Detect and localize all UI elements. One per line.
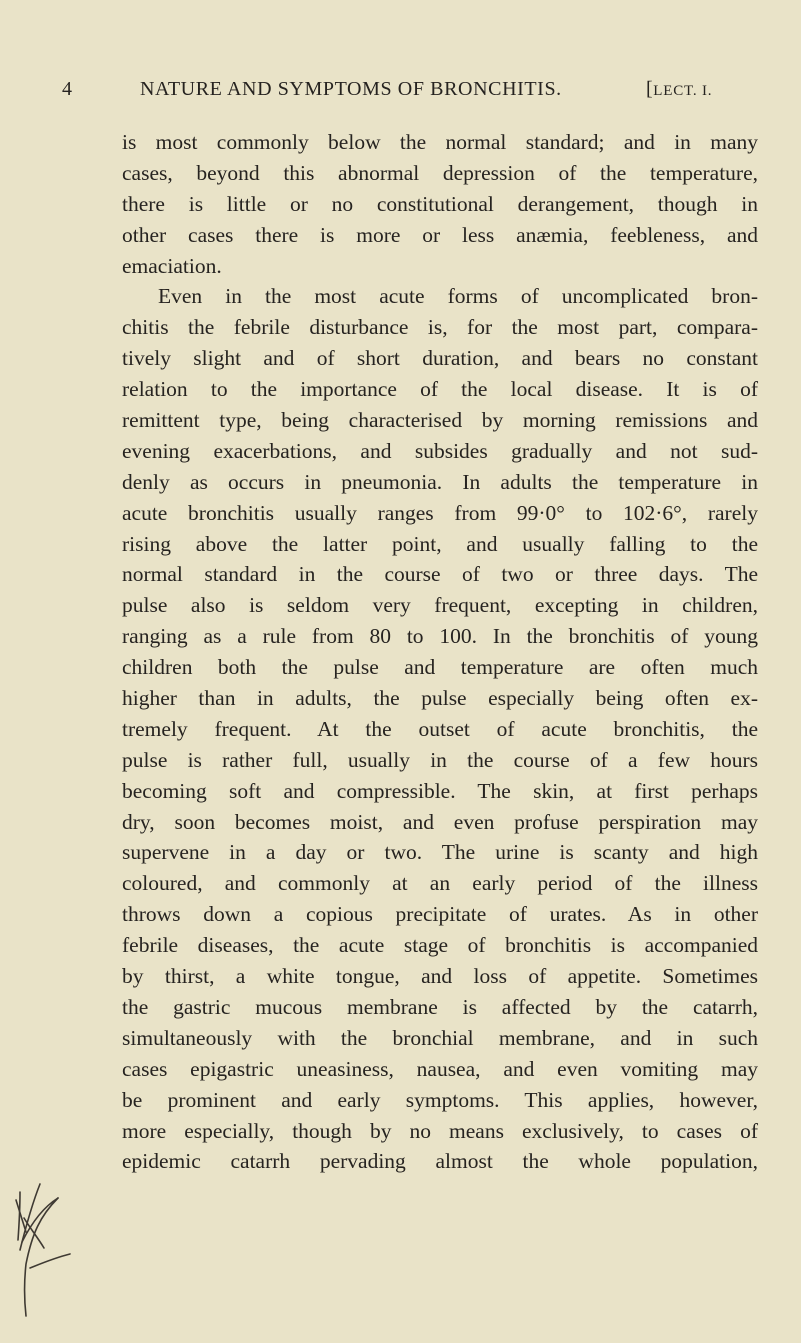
text-line: normal standard in the course of two or three days. The bbox=[122, 562, 758, 587]
running-header bbox=[0, 78, 801, 108]
text-line: by thirst, a white tongue, and loss of appetite. Sometimes bbox=[122, 964, 758, 989]
text-line: denly as occurs in pneumonia. In adults the temperature in bbox=[122, 469, 758, 494]
text-line: supervene in a day or two. The urine is scanty and high bbox=[122, 840, 758, 865]
text-line: simultaneously with the bronchial membrane, and in such bbox=[122, 1025, 758, 1050]
text-line: other cases there is more or less anæmia, feebleness, and bbox=[122, 222, 758, 247]
lecture-label: LECT. I. bbox=[653, 83, 713, 99]
text-line: pulse also is seldom very frequent, excepting in children, bbox=[122, 593, 758, 618]
text-line: there is little or no constitutional derangement, though in bbox=[122, 191, 758, 216]
text-line: dry, soon becomes moist, and even profuse perspiration may bbox=[122, 809, 758, 834]
text-line: emaciation. bbox=[122, 253, 222, 278]
text-line: Even in the most acute forms of uncomplicated bron- bbox=[158, 284, 758, 309]
text-line: ranging as a rule from 80 to 100. In the bronchitis of young bbox=[122, 624, 758, 649]
text-line: the gastric mucous membrane is affected by the catarrh, bbox=[122, 994, 758, 1019]
text-line: be prominent and early symptoms. This applies, however, bbox=[122, 1087, 758, 1112]
text-line: is most commonly below the normal standard; and in many bbox=[122, 130, 758, 154]
text-line: febrile diseases, the acute stage of bronchitis is accompanied bbox=[122, 933, 758, 958]
text-line: children both the pulse and temperature are often much bbox=[122, 655, 758, 680]
text-line: remittent type, being characterised by morning remissions and bbox=[122, 408, 758, 433]
text-line: coloured, and commonly at an early period of the illness bbox=[122, 871, 758, 896]
text-line: pulse is rather full, usually in the course of a few hours bbox=[122, 747, 758, 772]
body-text bbox=[122, 127, 758, 1177]
lecture-bracket: [ bbox=[646, 78, 654, 100]
page-number: 4 bbox=[62, 78, 73, 100]
text-line: evening exacerbations, and subsides gradually and not sud- bbox=[122, 438, 758, 463]
text-line: acute bronchitis usually ranges from 99·0° to 102·6°, rarely bbox=[122, 500, 758, 525]
text-line: more especially, though by no means exclusively, to cases of bbox=[122, 1118, 758, 1143]
text-line: cases epigastric uneasiness, nausea, and even vomiting may bbox=[122, 1056, 758, 1081]
text-line: chitis the febrile disturbance is, for the most part, compara- bbox=[122, 315, 758, 340]
text-line: epidemic catarrh pervading almost the whole population, bbox=[122, 1149, 758, 1174]
running-title: NATURE AND SYMPTOMS OF BRONCHITIS. bbox=[140, 78, 562, 100]
text-line: higher than in adults, the pulse especially being often ex- bbox=[122, 686, 758, 711]
text-line: tively slight and of short duration, and bears no constant bbox=[122, 346, 758, 371]
lecture-reference bbox=[646, 78, 712, 101]
text-line: becoming soft and compressible. The skin, at first perhaps bbox=[122, 778, 758, 803]
text-line: throws down a copious precipitate of urates. As in other bbox=[122, 902, 758, 927]
text-line: relation to the importance of the local disease. It is of bbox=[122, 377, 758, 402]
text-line: tremely frequent. At the outset of acute bronchitis, the bbox=[122, 716, 758, 741]
text-line: rising above the latter point, and usually falling to the bbox=[122, 531, 758, 556]
pencil-mark-icon bbox=[0, 1178, 100, 1343]
text-line: cases, beyond this abnormal depression of the temperature, bbox=[122, 160, 758, 185]
